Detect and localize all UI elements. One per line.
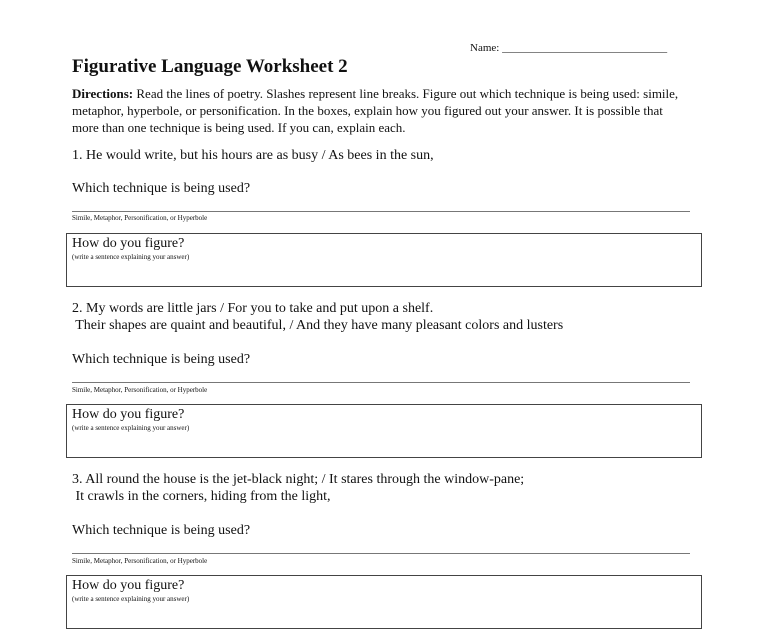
name-field[interactable] — [470, 42, 667, 54]
directions — [72, 85, 692, 136]
question-3-text: 3. All round the house is the jet-black night; / It stares through the window-pane; It crawls in the corners, hiding from the light, — [72, 472, 525, 504]
worksheet-title: Figurative Language Worksheet 2 — [72, 56, 348, 77]
question-1-text: 1. He would write, but his hours are as busy / As bees in the sun, — [72, 148, 434, 163]
question-1-options-hint: Simile, Metaphor, Personification, or Hyperbole — [72, 214, 208, 222]
box-hint: (write a sentence explaining your answer) — [72, 253, 190, 261]
directions-label: Directions: — [72, 86, 134, 101]
question-3-options-hint: Simile, Metaphor, Personification, or Hyperbole — [72, 557, 208, 565]
directions-text: Read the lines of poetry. Slashes represent line breaks. Figure out which technique is being used: simile, metaphor, hyperbole, or personification. In the boxes, explain how you figured out your answer. It is possible that more than one technique is being used. If you can, explain each. — [72, 86, 679, 135]
box-title: How do you figure? — [72, 407, 185, 422]
box-title: How do you figure? — [72, 236, 185, 251]
box-hint: (write a sentence explaining your answer) — [72, 595, 190, 603]
question-3-answer-line[interactable] — [72, 553, 690, 554]
name-blank[interactable]: ______________________________ — [502, 42, 668, 54]
question-2-answer-line[interactable] — [72, 382, 690, 383]
name-label: Name: — [470, 42, 500, 54]
question-2-options-hint: Simile, Metaphor, Personification, or Hyperbole — [72, 386, 208, 394]
question-2-text: 2. My words are little jars / For you to take and put upon a shelf. Their shapes are quaint and beautiful, / And they have many pleasant colors and lusters — [72, 301, 564, 333]
box-title: How do you figure? — [72, 578, 185, 593]
question-1-answer-line[interactable] — [72, 211, 690, 212]
question-3-prompt: Which technique is being used? — [72, 523, 251, 538]
box-hint: (write a sentence explaining your answer) — [72, 424, 190, 432]
question-2-prompt: Which technique is being used? — [72, 352, 251, 367]
question-1-explanation-box[interactable] — [66, 233, 702, 287]
question-1-prompt: Which technique is being used? — [72, 181, 251, 196]
question-3-explanation-box[interactable] — [66, 575, 702, 629]
question-2-explanation-box[interactable] — [66, 404, 702, 458]
